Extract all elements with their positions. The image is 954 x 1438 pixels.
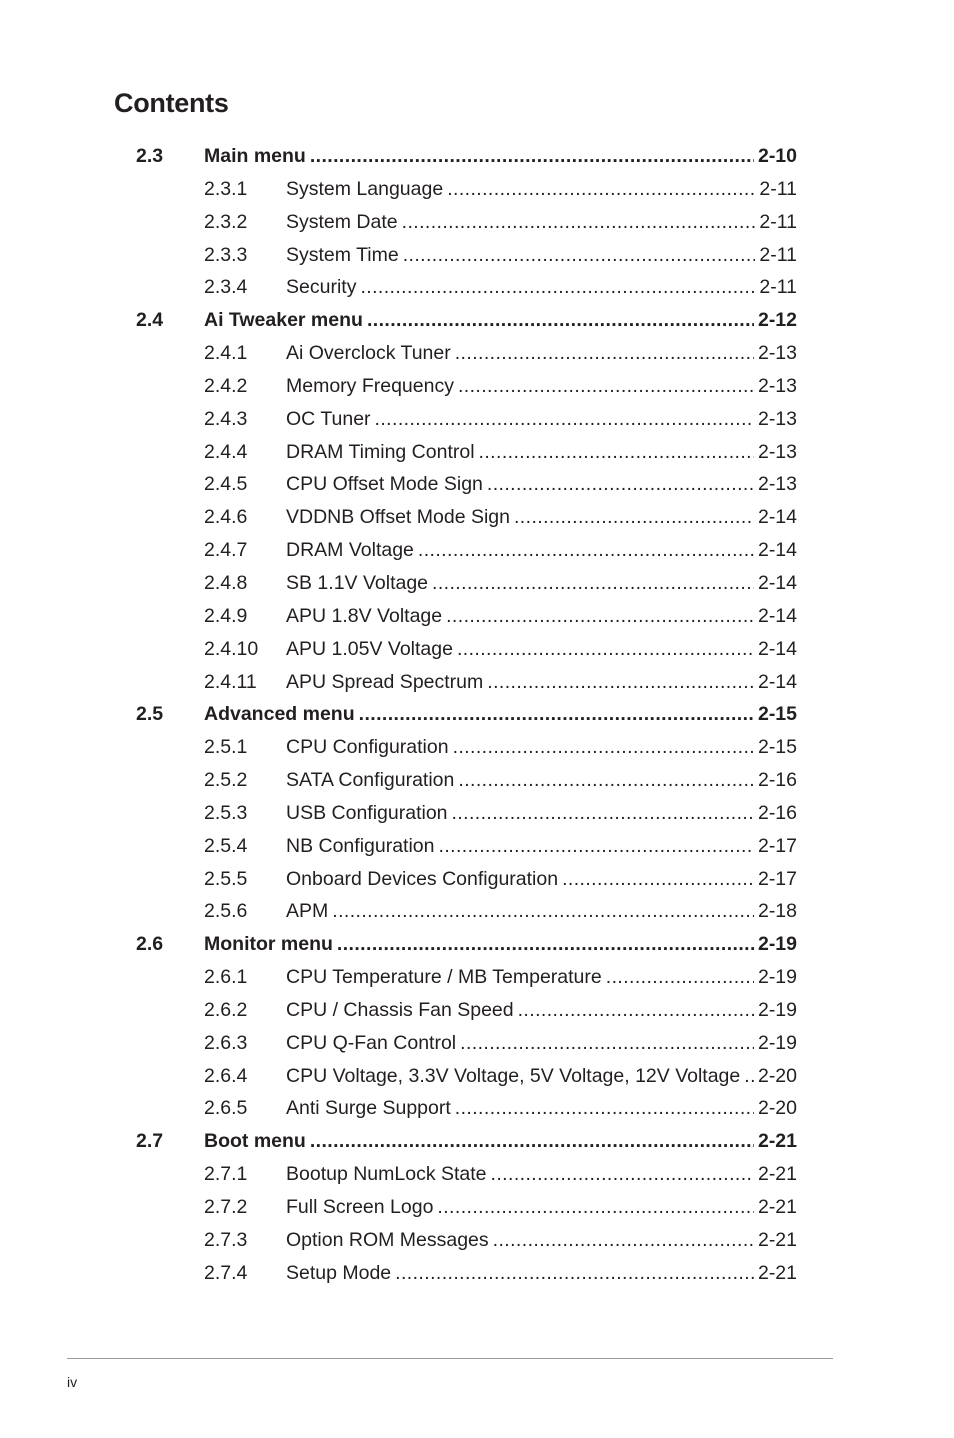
toc-entry-page: 2-19 (754, 961, 797, 994)
toc-entry-page: 2-19 (754, 928, 797, 961)
page-number: iv (67, 1374, 78, 1390)
toc-subsection-entry[interactable] (0, 239, 954, 272)
toc-entry-number: 2.6.2 (204, 998, 248, 1021)
dot-leader (744, 1060, 754, 1093)
toc-entry-line (204, 140, 797, 173)
toc-subsection-entry[interactable] (0, 501, 954, 534)
toc-subsection-entry[interactable] (0, 271, 954, 304)
toc-entry-number: 2.5.1 (204, 736, 248, 759)
dot-leader (337, 928, 754, 961)
toc-subsection-entry[interactable] (0, 895, 954, 928)
toc-entry-page: 2-15 (754, 731, 797, 764)
toc-entry-line (286, 1060, 797, 1093)
toc-entry-number: 2.6.3 (204, 1031, 248, 1054)
toc-entry-line (286, 666, 797, 699)
toc-subsection-entry[interactable] (0, 534, 954, 567)
toc-entry-label: Main menu (204, 140, 310, 173)
toc-entry-line (286, 633, 797, 666)
toc-entry-label: CPU / Chassis Fan Speed (286, 994, 518, 1027)
toc-entry-line (286, 830, 797, 863)
toc-entry-label: Ai Overclock Tuner (286, 337, 455, 370)
toc-entry-page: 2-10 (754, 140, 797, 173)
toc-entry-number: 2.6.1 (204, 966, 248, 989)
table-of-contents (0, 140, 954, 1290)
toc-subsection-entry[interactable] (0, 370, 954, 403)
dot-leader (460, 1027, 754, 1060)
toc-entry-line (286, 1191, 797, 1224)
dot-leader (487, 468, 754, 501)
toc-entry-label: System Date (286, 206, 402, 239)
toc-entry-line (286, 600, 797, 633)
toc-entry-number: 2.4.8 (204, 571, 248, 594)
toc-entry-line (286, 961, 797, 994)
toc-entry-label: Bootup NumLock State (286, 1158, 491, 1191)
toc-entry-page: 2-11 (755, 173, 797, 206)
toc-entry-number: 2.7.4 (204, 1261, 248, 1284)
toc-entry-label: SB 1.1V Voltage (286, 567, 432, 600)
toc-entry-number: 2.4 (136, 309, 164, 332)
toc-entry-label: APU 1.8V Voltage (286, 600, 446, 633)
toc-entry-line (286, 1158, 797, 1191)
toc-entry-page: 2-13 (754, 370, 797, 403)
toc-entry-number: 2.4.5 (204, 473, 248, 496)
toc-entry-page: 2-12 (754, 304, 797, 337)
toc-entry-page: 2-19 (754, 994, 797, 1027)
dot-leader (403, 239, 756, 272)
dot-leader (453, 731, 754, 764)
toc-entry-label: APU 1.05V Voltage (286, 633, 457, 666)
toc-entry-line (286, 468, 797, 501)
toc-entry-number: 2.7.2 (204, 1196, 248, 1218)
toc-entry-line (286, 895, 797, 928)
dot-leader (375, 403, 754, 436)
dot-leader (514, 501, 754, 534)
toc-entry-number: 2.7.1 (204, 1163, 248, 1186)
toc-entry-label: NB Configuration (286, 830, 439, 863)
toc-entry-label: OC Tuner (286, 403, 375, 436)
toc-entry-page: 2-20 (754, 1092, 797, 1125)
dot-leader (360, 271, 755, 304)
toc-entry-number: 2.4.3 (204, 407, 248, 430)
toc-entry-line (286, 239, 797, 272)
toc-entry-label: SATA Configuration (286, 764, 458, 797)
toc-entry-number: 2.4.1 (204, 342, 248, 365)
dot-leader (457, 633, 754, 666)
toc-entry-page: 2-13 (754, 468, 797, 501)
toc-entry-line (286, 403, 797, 436)
toc-entry-page: 2-14 (754, 666, 797, 699)
dot-leader (447, 173, 755, 206)
toc-entry-number: 2.3.3 (204, 243, 248, 266)
dot-leader (491, 1158, 754, 1191)
toc-section-entry[interactable] (0, 140, 954, 173)
toc-entry-label: Monitor menu (204, 928, 337, 961)
toc-entry-label: Full Screen Logo (286, 1191, 437, 1224)
toc-entry-page: 2-16 (754, 797, 797, 830)
toc-entry-line (286, 501, 797, 534)
toc-entry-number: 2.6.5 (204, 1097, 248, 1120)
toc-entry-label: CPU Configuration (286, 731, 453, 764)
toc-entry-label: Option ROM Messages (286, 1224, 493, 1257)
toc-subsection-entry[interactable] (0, 403, 954, 436)
toc-entry-number: 2.4.7 (204, 539, 248, 562)
dot-leader (518, 994, 754, 1027)
toc-entry-line (286, 764, 797, 797)
toc-entry-line (286, 1027, 797, 1060)
toc-entry-number: 2.7 (136, 1130, 164, 1153)
toc-entry-line (286, 1257, 797, 1290)
toc-subsection-entry[interactable] (0, 764, 954, 797)
toc-subsection-entry[interactable] (0, 567, 954, 600)
toc-subsection-entry[interactable] (0, 173, 954, 206)
toc-subsection-entry[interactable] (0, 1257, 954, 1290)
toc-subsection-entry[interactable] (0, 1224, 954, 1257)
dot-leader (455, 1092, 754, 1125)
toc-entry-label: Security (286, 271, 360, 304)
dot-leader (458, 764, 754, 797)
toc-entry-line (286, 863, 797, 896)
toc-entry-label: DRAM Voltage (286, 534, 418, 567)
toc-subsection-entry[interactable] (0, 797, 954, 830)
toc-entry-label: Boot menu (204, 1125, 310, 1158)
toc-entry-page: 2-13 (754, 436, 797, 469)
toc-entry-page: 2-20 (754, 1060, 797, 1093)
toc-entry-page: 2-19 (754, 1027, 797, 1060)
toc-entry-label: CPU Temperature / MB Temperature (286, 961, 606, 994)
toc-subsection-entry[interactable] (0, 436, 954, 469)
toc-subsection-entry[interactable] (0, 666, 954, 699)
toc-entry-page: 2-14 (754, 567, 797, 600)
toc-entry-line (286, 994, 797, 1027)
toc-entry-label: Advanced menu (204, 698, 359, 731)
toc-entry-page: 2-17 (754, 863, 797, 896)
toc-section-entry[interactable] (0, 304, 954, 337)
toc-entry-page: 2-14 (754, 600, 797, 633)
dot-leader (310, 140, 754, 173)
footer-divider (67, 1358, 833, 1359)
dot-leader (458, 370, 754, 403)
dot-leader (493, 1224, 754, 1257)
toc-entry-number: 2.5.2 (204, 769, 248, 792)
toc-subsection-entry[interactable] (0, 1191, 954, 1224)
toc-entry-line (286, 436, 797, 469)
toc-subsection-entry[interactable] (0, 1060, 954, 1093)
dot-leader (562, 863, 754, 896)
toc-entry-number: 2.3 (136, 145, 164, 167)
toc-entry-number: 2.3.2 (204, 210, 248, 233)
toc-section-entry[interactable] (0, 1125, 954, 1158)
dot-leader (487, 666, 754, 699)
toc-subsection-entry[interactable] (0, 1027, 954, 1060)
toc-entry-label: System Language (286, 173, 447, 206)
dot-leader (332, 895, 754, 928)
toc-entry-page: 2-21 (754, 1257, 797, 1290)
toc-entry-page: 2-14 (754, 633, 797, 666)
toc-entry-number: 2.4.10 (204, 637, 259, 660)
toc-entry-line (286, 206, 797, 239)
toc-entry-label: Ai Tweaker menu (204, 304, 367, 337)
toc-entry-line (286, 1092, 797, 1125)
toc-entry-line (286, 173, 797, 206)
toc-entry-label: CPU Q-Fan Control (286, 1027, 460, 1060)
toc-entry-number: 2.4.11 (204, 670, 257, 693)
toc-subsection-entry[interactable] (0, 1158, 954, 1191)
toc-entry-page: 2-14 (754, 534, 797, 567)
toc-entry-page: 2-11 (755, 206, 797, 239)
toc-entry-label: Onboard Devices Configuration (286, 863, 562, 896)
toc-entry-line (204, 698, 797, 731)
toc-entry-line (286, 337, 797, 370)
page-title: Contents (114, 88, 229, 118)
toc-subsection-entry[interactable] (0, 830, 954, 863)
toc-entry-page: 2-13 (754, 337, 797, 370)
toc-subsection-entry[interactable] (0, 600, 954, 633)
toc-entry-number: 2.5.6 (204, 900, 248, 923)
toc-entry-line (286, 797, 797, 830)
toc-entry-line (286, 567, 797, 600)
toc-entry-number: 2.5 (136, 703, 164, 726)
toc-entry-page: 2-21 (754, 1191, 797, 1224)
dot-leader (402, 206, 756, 239)
toc-entry-number: 2.6.4 (204, 1064, 248, 1087)
toc-entry-page: 2-11 (755, 271, 797, 304)
toc-entry-page: 2-13 (754, 403, 797, 436)
toc-entry-page: 2-21 (754, 1224, 797, 1257)
toc-entry-page: 2-18 (754, 895, 797, 928)
toc-subsection-entry[interactable] (0, 468, 954, 501)
toc-entry-label: VDDNB Offset Mode Sign (286, 501, 514, 534)
toc-subsection-entry[interactable] (0, 994, 954, 1027)
toc-entry-number: 2.6 (136, 933, 164, 956)
dot-leader (367, 304, 754, 337)
toc-subsection-entry[interactable] (0, 731, 954, 764)
dot-leader (439, 830, 754, 863)
toc-entry-line (204, 304, 797, 337)
toc-entry-label: DRAM Timing Control (286, 436, 479, 469)
toc-entry-number: 2.5.3 (204, 801, 248, 824)
toc-subsection-entry[interactable] (0, 961, 954, 994)
toc-entry-number: 2.3.1 (204, 177, 248, 200)
dot-leader (359, 698, 754, 731)
toc-entry-line (286, 534, 797, 567)
toc-entry-number: 2.5.5 (204, 867, 248, 890)
dot-leader (395, 1257, 754, 1290)
dot-leader (432, 567, 754, 600)
toc-entry-number: 2.3.4 (204, 276, 248, 299)
toc-entry-label: Anti Surge Support (286, 1092, 455, 1125)
toc-entry-label: CPU Voltage, 3.3V Voltage, 5V Voltage, 12V Voltage (286, 1060, 744, 1093)
dot-leader (479, 436, 754, 469)
toc-entry-line (204, 928, 797, 961)
toc-entry-line (286, 731, 797, 764)
dot-leader (455, 337, 754, 370)
toc-entry-label: Memory Frequency (286, 370, 458, 403)
toc-entry-number: 2.7.3 (204, 1228, 248, 1251)
toc-entry-label: Setup Mode (286, 1257, 395, 1290)
toc-entry-page: 2-21 (754, 1158, 797, 1191)
toc-entry-page: 2-21 (754, 1125, 797, 1158)
toc-subsection-entry[interactable] (0, 1092, 954, 1125)
toc-entry-page: 2-17 (754, 830, 797, 863)
toc-entry-page: 2-11 (755, 239, 797, 272)
toc-entry-label: System Time (286, 239, 403, 272)
toc-entry-page: 2-16 (754, 764, 797, 797)
toc-entry-label: APM (286, 895, 332, 928)
dot-leader (418, 534, 754, 567)
toc-entry-number: 2.5.4 (204, 834, 248, 857)
toc-entry-label: CPU Offset Mode Sign (286, 468, 487, 501)
dot-leader (452, 797, 754, 830)
toc-entry-page: 2-14 (754, 501, 797, 534)
toc-section-entry[interactable] (0, 698, 954, 731)
toc-entry-line (286, 271, 797, 304)
toc-entry-line (204, 1125, 797, 1158)
toc-entry-label: APU Spread Spectrum (286, 666, 487, 699)
toc-section-entry[interactable] (0, 928, 954, 961)
toc-entry-number: 2.4.9 (204, 604, 248, 627)
toc-subsection-entry[interactable] (0, 206, 954, 239)
toc-subsection-entry[interactable] (0, 337, 954, 370)
toc-entry-number: 2.4.4 (204, 440, 248, 463)
toc-subsection-entry[interactable] (0, 863, 954, 896)
toc-entry-label: USB Configuration (286, 797, 452, 830)
dot-leader (446, 600, 754, 633)
toc-entry-line (286, 370, 797, 403)
toc-subsection-entry[interactable] (0, 633, 954, 666)
toc-entry-number: 2.4.6 (204, 506, 248, 529)
dot-leader (437, 1191, 754, 1224)
toc-entry-line (286, 1224, 797, 1257)
dot-leader (606, 961, 754, 994)
toc-entry-page: 2-15 (754, 698, 797, 731)
toc-entry-number: 2.4.2 (204, 374, 248, 397)
dot-leader (310, 1125, 754, 1158)
